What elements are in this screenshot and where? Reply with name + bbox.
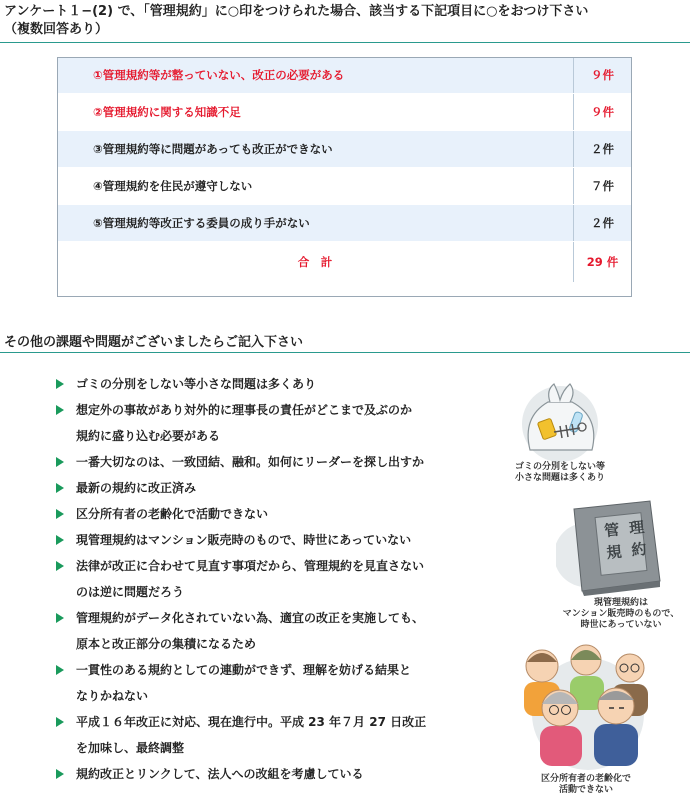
issue-text-line: 原本と改正部分の集積になるため — [76, 637, 257, 651]
issue-item — [56, 501, 496, 527]
triangle-bullet-icon — [56, 483, 64, 493]
issue-text-line: 規約に盛り込む必要がある — [76, 429, 221, 443]
survey-item-count: ２件 — [574, 131, 631, 168]
issue-text-line: 現管理規約はマンション販売時のもので、時世にあっていない — [76, 533, 412, 547]
question-line-2: （複数回答あり） — [4, 22, 109, 37]
book-title — [598, 516, 654, 577]
issue-item — [56, 761, 496, 787]
survey-item-count: ９件 — [574, 94, 631, 131]
question-heading — [4, 3, 688, 39]
issue-item — [56, 371, 496, 397]
trash-caption-line-1: ゴミの分別をしない等 — [514, 462, 605, 472]
triangle-bullet-icon — [56, 613, 64, 623]
book-title-char-2: 理 — [628, 518, 646, 538]
book-title-char-1: 管 — [603, 520, 621, 541]
issue-text-line: 法律が改正に合わせて見直す事項だから、管理規約を見直さない — [76, 559, 425, 573]
book-caption-line-1: 現管理規約は — [593, 598, 648, 608]
triangle-bullet-icon — [56, 405, 64, 415]
survey-item-label: ②管理規約に関する知識不足 — [57, 94, 574, 131]
triangle-bullet-icon — [56, 717, 64, 727]
survey-row — [57, 131, 631, 168]
triangle-bullet-icon — [56, 535, 64, 545]
issue-text-line: のは逆に問題だろう — [76, 585, 185, 599]
survey-item-count: ２件 — [574, 205, 631, 242]
issue-item — [56, 527, 496, 553]
issue-item — [56, 553, 496, 605]
issue-text-line: を加味し、最終調整 — [76, 741, 185, 755]
survey-item-label: ①管理規約等が整っていない、改正の必要がある — [57, 57, 574, 94]
trash-bag-illustration — [508, 372, 612, 462]
book-caption-line-3: 時世にあっていない — [580, 620, 662, 630]
issue-text-line: 規約改正とリンクして、法人への改組を考慮している — [76, 767, 364, 781]
triangle-bullet-icon — [56, 457, 64, 467]
triangle-bullet-icon — [56, 561, 64, 571]
survey-row — [57, 57, 631, 94]
issue-text-line: ゴミの分別をしない等小さな問題は多くあり — [76, 377, 317, 391]
question-line-1: アンケート１−(2) で、「管理規約」に○印をつけられた場合、該当する下記項目に○をおつけ下さい — [4, 4, 589, 19]
survey-item-count: ９件 — [574, 57, 631, 94]
book-caption — [556, 598, 686, 631]
issue-text-line: 最新の規約に改正済み — [76, 481, 197, 495]
elderly-caption-line-2: 活動できない — [558, 785, 613, 795]
survey-item-label: ⑤管理規約等改正する委員の成り手がない — [57, 205, 574, 242]
issue-item — [56, 475, 496, 501]
issue-item — [56, 605, 496, 657]
issue-list — [56, 371, 496, 787]
book-title-char-4: 約 — [630, 539, 648, 560]
book-title-char-3: 規 — [605, 542, 623, 563]
survey-item-label: ③管理規約等に問題があっても改正ができない — [57, 131, 574, 168]
section2-rule — [0, 352, 690, 353]
issue-text-line: 平成１６年改正に対応、現在進行中。平成 23 年７月 27 日改正 — [76, 715, 427, 729]
survey-row — [57, 205, 631, 242]
section2-title: その他の課題や問題がございましたらご記入下さい — [4, 335, 304, 350]
issue-text-line: 想定外の事故があり対外的に理事長の責任がどこまで及ぶのか — [76, 403, 413, 417]
total-label: 合 計 — [57, 242, 574, 283]
trash-caption — [504, 462, 616, 484]
survey-row — [57, 168, 631, 205]
survey-table — [57, 57, 631, 283]
survey-row — [57, 94, 631, 131]
issue-text-line: 区分所有者の老齢化で活動できない — [76, 507, 269, 521]
elderly-caption — [526, 774, 646, 796]
survey-total-row — [57, 242, 631, 283]
survey-item-count: ７件 — [574, 168, 631, 205]
issue-item — [56, 657, 496, 709]
total-count: 29 件 — [574, 242, 631, 283]
survey-item-label: ④管理規約を住民が遵守しない — [57, 168, 574, 205]
elderly-caption-line-1: 区分所有者の老齢化で — [540, 774, 631, 784]
elderly-residents-illustration — [518, 636, 658, 772]
triangle-bullet-icon — [56, 769, 64, 779]
issue-text-line: なりかねない — [76, 689, 149, 703]
issue-item — [56, 709, 496, 761]
issue-text-line: 管理規約がデータ化されていない為、適宜の改正を実施しても、 — [76, 611, 425, 625]
book-caption-line-2: マンション販売時のもので、 — [562, 609, 680, 619]
issue-text-line: 一貫性のある規約としての連動ができず、理解を妨げる結果と — [76, 663, 412, 677]
issue-item — [56, 397, 496, 449]
triangle-bullet-icon — [56, 665, 64, 675]
header-rule — [0, 42, 690, 43]
triangle-bullet-icon — [56, 509, 64, 519]
triangle-bullet-icon — [56, 379, 64, 389]
issue-item — [56, 449, 496, 475]
trash-caption-line-2: 小さな問題は多くあり — [514, 473, 605, 483]
issue-text-line: 一番大切なのは、一致団結、融和。如何にリーダーを探し出すか — [76, 455, 425, 469]
